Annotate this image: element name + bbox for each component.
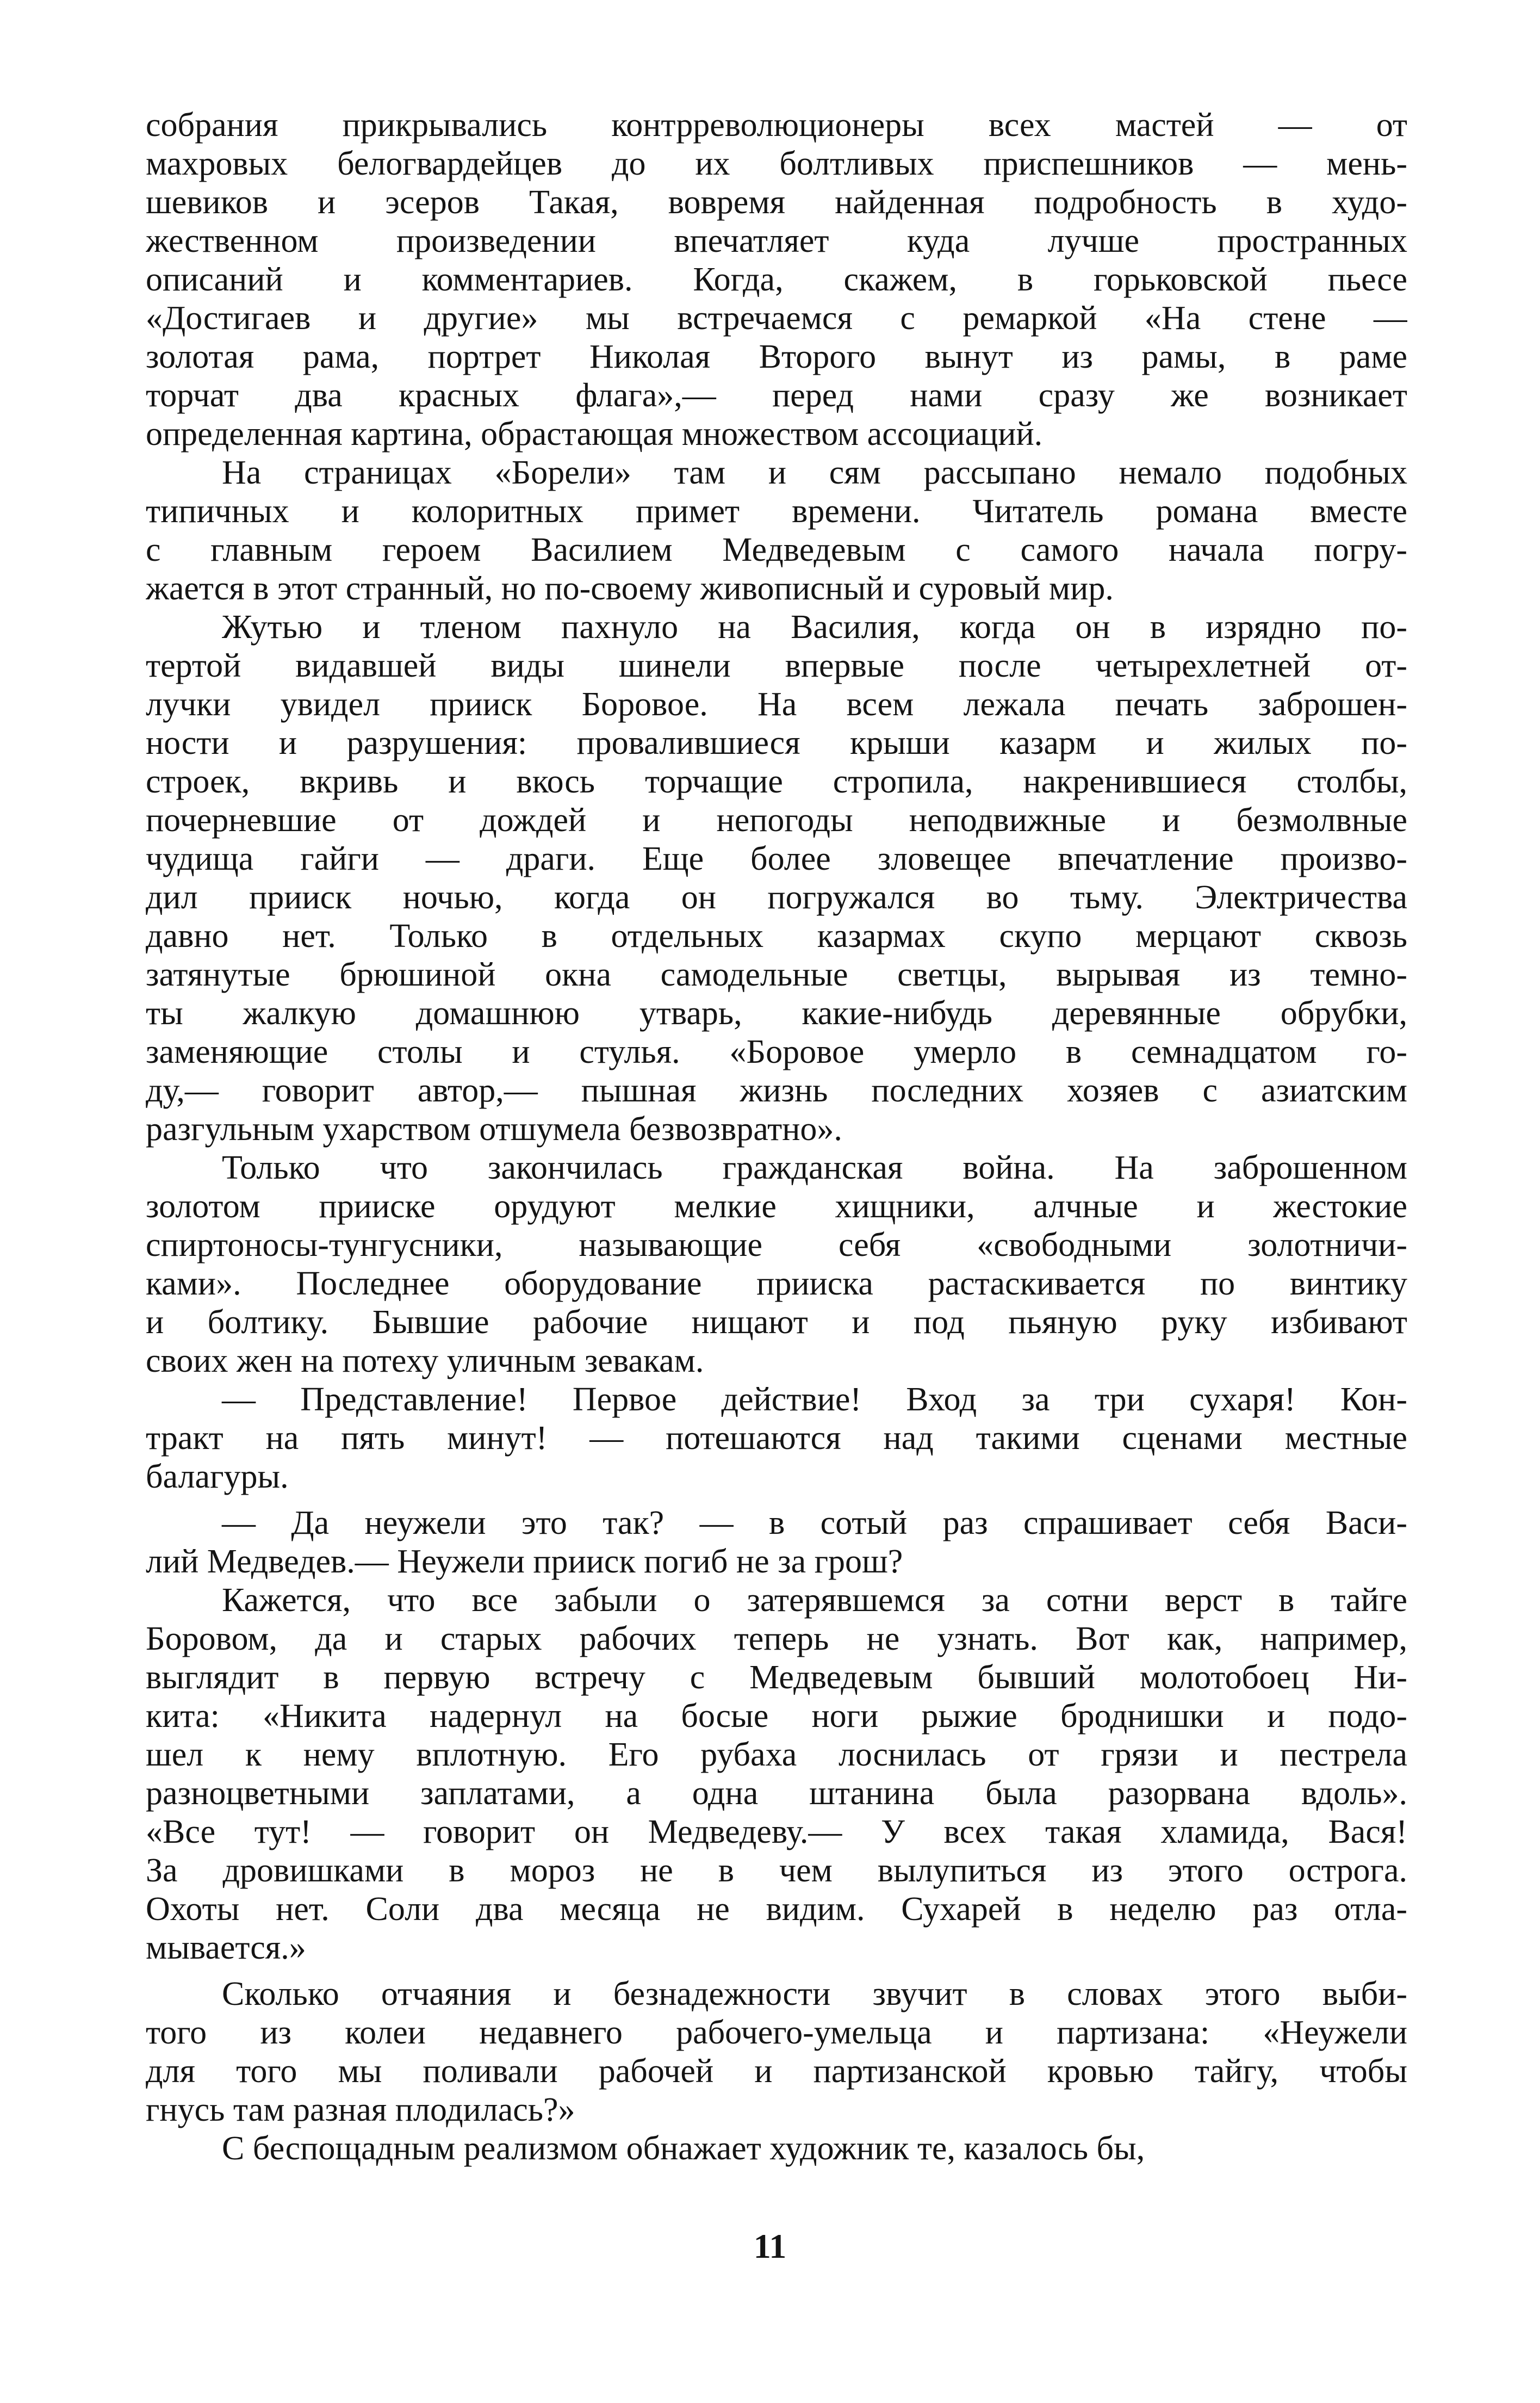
paragraph bbox=[146, 1581, 1407, 1967]
text-line: почерневшие от дождей и непогоды неподвижные и безмолвные bbox=[146, 802, 1407, 839]
text-line: Жутью и тленом пахнуло на Василия, когда он в изрядно по- bbox=[222, 609, 1407, 646]
text-line: затянутые брюшиной окна самодельные светцы, вырывая из темно- bbox=[146, 956, 1407, 993]
text-line: дил прииск ночью, когда он погружался во тьму. Электричества bbox=[146, 879, 1407, 916]
paragraph bbox=[146, 1504, 1407, 1581]
text-line: с главным героем Василием Медведевым с самого начала погру- bbox=[146, 531, 1407, 568]
text-line: — Да неужели это так? — в сотый раз спрашивает себя Васи- bbox=[222, 1504, 1407, 1541]
text-line: «Достигаев и другие» мы встречаемся с ремаркой «На стене — bbox=[146, 300, 1407, 337]
text-line: С беспощадным реализмом обнажает художник те, казалось бы, bbox=[222, 2130, 1145, 2167]
text-line: ты жалкую домашнюю утварь, какие-нибудь деревянные обрубки, bbox=[146, 995, 1407, 1032]
text-line: золотом прииске орудуют мелкие хищники, алчные и жестокие bbox=[146, 1188, 1407, 1225]
text-line: кита: «Никита надернул на босые ноги рыжие броднишки и подо- bbox=[146, 1698, 1407, 1735]
text-line: того из колеи недавнего рабочего-умельца и партизана: «Неужели bbox=[146, 2014, 1407, 2051]
text-line: заменяющие столы и стулья. «Боровое умерло в семнадцатом го- bbox=[146, 1033, 1407, 1070]
text-line: махровых белогвардейцев до их болтливых приспешников — мень- bbox=[146, 145, 1407, 182]
text-line: тертой видавшей виды шинели впервые после четырехлетней от- bbox=[146, 647, 1407, 684]
text-line: ности и разрушения: провалившиеся крыши казарм и жилых по- bbox=[146, 724, 1407, 761]
paragraph bbox=[146, 1149, 1407, 1380]
text-line: своих жен на потеху уличным зевакам. bbox=[146, 1342, 704, 1379]
text-line: давно нет. Только в отдельных казармах скупо мерцают сквозь bbox=[146, 918, 1407, 955]
text-line: описаний и комментариев. Когда, скажем, в горьковской пьесе bbox=[146, 261, 1407, 298]
paragraph bbox=[146, 454, 1407, 608]
text-line: тракт на пять минут! — потешаются над такими сценами местные bbox=[146, 1420, 1407, 1457]
text-line: разгульным ухарством отшумела безвозвратно». bbox=[146, 1111, 842, 1148]
text-line: чудища гайги — драги. Еще более зловещее впечатление произво- bbox=[146, 840, 1407, 877]
text-line: «Все тут! — говорит он Медведеву.— У всех такая хламида, Вася! bbox=[146, 1813, 1407, 1850]
text-line: Сколько отчаяния и безнадежности звучит в словах этого выби- bbox=[222, 1975, 1407, 2012]
text-line: спиртоносы-тунгусники, называющие себя «свободными золотничи- bbox=[146, 1227, 1407, 1264]
text-line: За дровишками в мороз не в чем вылупиться из этого острога. bbox=[146, 1852, 1407, 1889]
text-line: балагуры. bbox=[146, 1458, 289, 1495]
text-line: лучки увидел прииск Боровое. На всем лежала печать заброшен- bbox=[146, 686, 1407, 723]
text-line: собрания прикрывались контрреволюционеры всех мастей — от bbox=[146, 107, 1407, 144]
text-line: Боровом, да и старых рабочих теперь не узнать. Вот как, например, bbox=[146, 1620, 1407, 1657]
text-line: и болтику. Бывшие рабочие нищают и под пьяную руку избивают bbox=[146, 1304, 1407, 1341]
text-line: выглядит в первую встречу с Медведевым бывший молотобоец Ни- bbox=[146, 1659, 1407, 1696]
text-line: Кажется, что все забыли о затерявшемся за сотни верст в тайге bbox=[222, 1582, 1407, 1619]
text-line: строек, вкривь и вкось торчащие стропила, накренившиеся столбы, bbox=[146, 763, 1407, 800]
paragraph bbox=[146, 1380, 1407, 1496]
page-text bbox=[146, 106, 1407, 2168]
paragraph bbox=[146, 1975, 1407, 2129]
text-line: типичных и колоритных примет времени. Читатель романа вместе bbox=[146, 493, 1407, 530]
text-line: определенная картина, обрастающая множеством ассоциаций. bbox=[146, 416, 1043, 453]
text-line: гнусь там разная плодилась?» bbox=[146, 2091, 575, 2128]
text-line: На страницах «Борели» там и сям рассыпано немало подобных bbox=[222, 454, 1407, 491]
text-line: жественном произведении впечатляет куда лучше пространных bbox=[146, 222, 1407, 259]
text-line: — Представление! Первое действие! Вход за три сухаря! Кон- bbox=[222, 1381, 1407, 1418]
text-line: разноцветными заплатами, а одна штанина была разорвана вдоль». bbox=[146, 1775, 1407, 1812]
paragraph bbox=[146, 106, 1407, 454]
text-line: ду,— говорит автор,— пышная жизнь последних хозяев с азиатским bbox=[146, 1072, 1407, 1109]
page-number: 11 bbox=[753, 2227, 787, 2265]
text-line: Только что закончилась гражданская война. На заброшенном bbox=[222, 1149, 1407, 1186]
text-line: ками». Последнее оборудование прииска растаскивается по винтику bbox=[146, 1265, 1407, 1302]
text-line: золотая рама, портрет Николая Второго вынут из рамы, в раме bbox=[146, 338, 1407, 375]
text-line: мывается.» bbox=[146, 1929, 306, 1966]
paragraph bbox=[146, 608, 1407, 1149]
text-line: торчат два красных флага»,— перед нами сразу же возникает bbox=[146, 377, 1407, 414]
text-line: шел к нему вплотную. Его рубаха лоснилась от грязи и пестрела bbox=[146, 1736, 1407, 1773]
text-line: Охоты нет. Соли два месяца не видим. Сухарей в неделю раз отла- bbox=[146, 1891, 1407, 1928]
text-line: для того мы поливали рабочей и партизанской кровью тайгу, чтобы bbox=[146, 2053, 1407, 2090]
text-line: жается в этот странный, но по-своему живописный и суровый мир. bbox=[146, 570, 1114, 607]
text-line: шевиков и эсеров Такая, вовремя найденная подробность в худо- bbox=[146, 184, 1407, 221]
text-line: лий Медведев.— Неужели прииск погиб не за грош? bbox=[146, 1543, 903, 1580]
paragraph bbox=[146, 2129, 1407, 2168]
